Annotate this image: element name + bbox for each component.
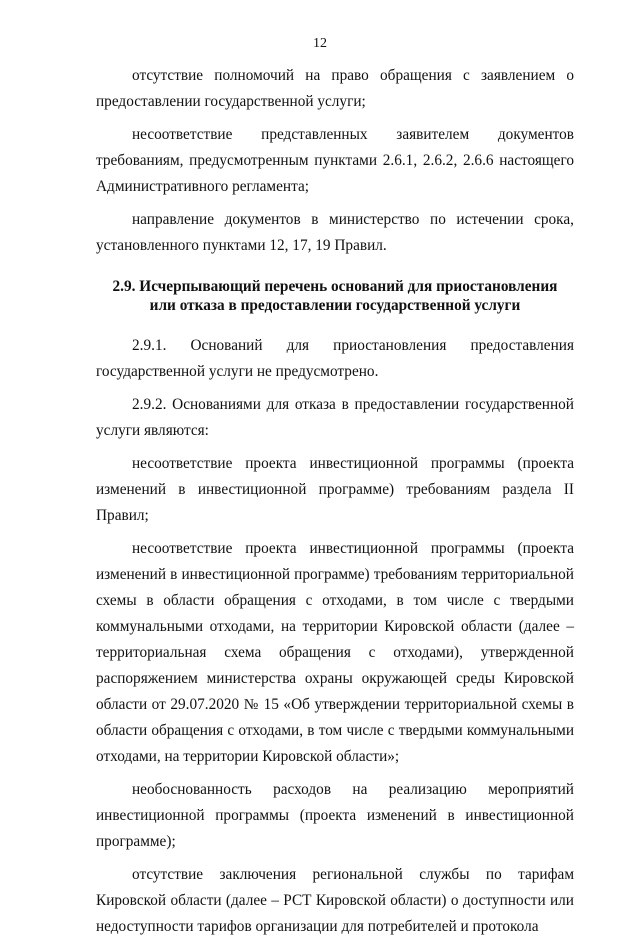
page-number: 12 [313,36,327,51]
section-heading-line-1: 2.9. Исчерпывающий перечень оснований для приостановления [112,278,558,295]
paragraph-2-9-1: 2.9.1. Оснований для приостановления предоставления государственной услуги не предусмотрено. [96,337,574,380]
paragraph-territorial-scheme-mismatch: несоответствие проекта инвестиционной программы (проекта изменений в инвестиционной программе) требованиям территориальной схемы в области обращения с отходами, в том числе с твердыми коммунальными отходами, на территории Кировской области (далее – территориальная схема обращения с отходами), утвержденной распоряжением министерства охраны окружающей среды Кировской области от 29.07.2020 № 15 «Об утверждении территориальной схемы в области обращения с отходами, в том числе с твердыми коммунальными отходами, на территории Кировской области»; [96,540,574,765]
section-heading-line-2: или отказа в предоставлении государственной услуги [149,297,521,314]
paragraph-2-9-2: 2.9.2. Основаниями для отказа в предоставлении государственной услуги являются: [96,396,574,439]
paragraph-unjustified-costs: необоснованность расходов на реализацию мероприятий инвестиционной программы (проекта изменений в инвестиционной программе); [96,781,574,850]
paragraph-no-rst-conclusion: отсутствие заключения региональной службы по тарифам Кировской области (далее – РСТ Кировской области) о доступности или недоступности тарифов организации для потребителей и протокола [96,866,574,935]
document-body [96,63,574,947]
paragraph-late-submission: направление документов в министерство по истечении срока, установленного пунктами 12, 17, 19 Правил. [96,211,574,254]
paragraph-section-ii-mismatch: несоответствие проекта инвестиционной программы (проекта изменений в инвестиционной программе) требованиям раздела II Правил; [96,455,574,524]
paragraph-no-authority: отсутствие полномочий на право обращения с заявлением о предоставлении государственной услуги; [96,67,574,110]
section-heading-2-9 [96,277,574,315]
paragraph-documents-mismatch: несоответствие представленных заявителем документов требованиям, предусмотренным пунктами 2.6.1, 2.6.2, 2.6.6 настоящего Административного регламента; [96,126,574,195]
